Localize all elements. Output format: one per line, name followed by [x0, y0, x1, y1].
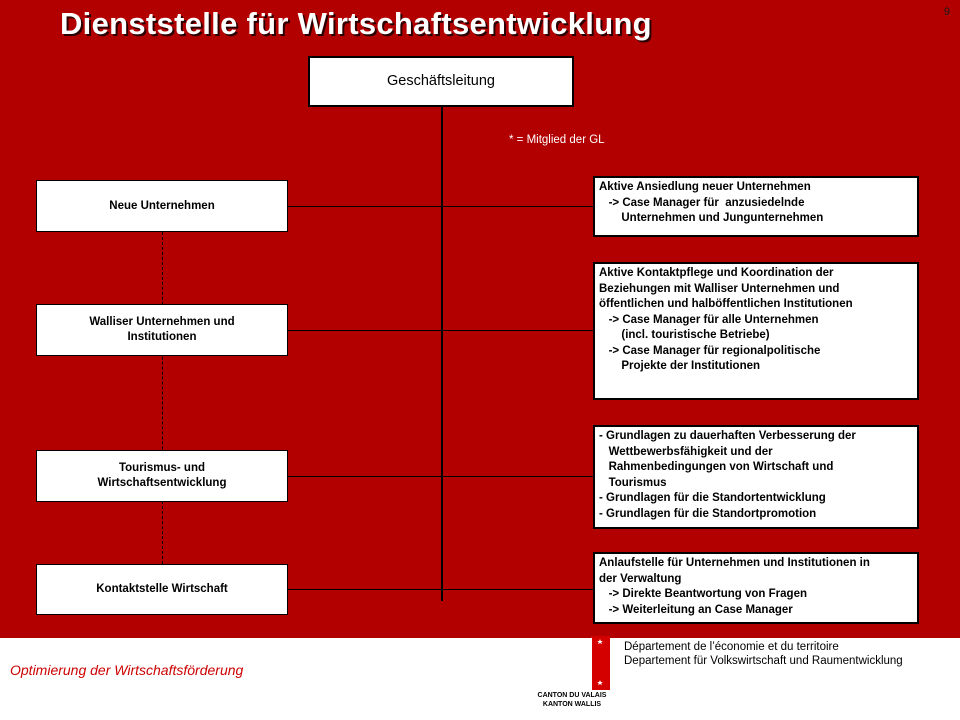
unit-box-new-companies [36, 180, 288, 232]
task-line: -> Case Manager für regionalpolitische [599, 344, 821, 357]
task-line: Unternehmen und Jungunternehmen [599, 212, 824, 224]
unit-label: Kontaktstelle Wirtschaft [96, 583, 228, 595]
unit-box-tourism [36, 450, 288, 502]
unit-box-valais-companies [36, 304, 288, 356]
task-box-4 [593, 552, 919, 624]
task-line: -> Case Manager für anzusiedelnde [599, 196, 805, 209]
task-line: Projekte der Institutionen [599, 360, 761, 372]
task-line: Beziehungen mit Walliser Unternehmen und [599, 282, 840, 295]
connector-right-3 [443, 476, 593, 477]
connector-left-3 [288, 476, 441, 477]
connector-right-4 [443, 589, 593, 590]
task-line: - Grundlagen für die Standortpromotion [599, 507, 817, 520]
task-box-1 [593, 176, 919, 237]
management-box [308, 56, 574, 107]
task-line: Aktive Kontaktpflege und Koordination der [599, 267, 834, 279]
task-line: (incl. touristische Betriebe) [599, 329, 770, 341]
task-line: - Grundlagen für die Standortentwicklung [599, 492, 826, 504]
dashed-link [162, 232, 163, 564]
connector-right-1 [443, 206, 593, 207]
task-line: -> Weiterleitung an Case Manager [599, 603, 793, 616]
unit-label: Walliser Unternehmen und [89, 316, 235, 328]
unit-label: Wirtschaftsentwicklung [97, 477, 227, 489]
task-line: Aktive Ansiedlung neuer Unternehmen [599, 181, 811, 193]
task-line: der Verwaltung [599, 572, 682, 585]
connector-left-4 [288, 589, 441, 590]
task-line: Rahmenbedingungen von Wirtschaft und [599, 461, 834, 473]
task-line: - Grundlagen zu dauerhaften Verbesserung der [599, 430, 856, 442]
trunk-line [441, 106, 443, 601]
page-title: Dienststelle für Wirtschaftsentwicklung [60, 6, 652, 41]
management-label: Geschäftsleitung [386, 73, 495, 89]
department-de: Departement für Volkswirtschaft und Raumentwicklung [624, 655, 903, 667]
footer-project-title: Optimierung der Wirtschaftsförderung [10, 662, 244, 678]
connector-right-2 [443, 330, 593, 331]
task-line: -> Case Manager für alle Unternehmen [599, 313, 819, 326]
task-line: öffentlichen und halböffentlichen Institutionen [599, 298, 853, 310]
connector-left-2 [288, 330, 441, 331]
canton-logo-text [531, 691, 613, 709]
page-number: 9 [943, 6, 950, 18]
task-line: Anlaufstelle für Unternehmen und Institutionen in [599, 557, 870, 569]
unit-label: Institutionen [127, 331, 197, 343]
task-line: Tourismus [599, 476, 667, 489]
logo-line-fr: CANTON DU VALAIS [537, 692, 607, 699]
task-line: -> Direkte Beantwortung von Fragen [599, 588, 807, 600]
task-line: Wettbewerbsfähigkeit und der [599, 445, 773, 458]
logo-line-de: KANTON WALLIS [542, 701, 602, 708]
connector-left-1 [288, 206, 441, 207]
unit-box-contact-point [36, 564, 288, 615]
task-box-3 [593, 425, 919, 529]
department-fr: Département de l’économie et du territoire [624, 641, 839, 653]
task-box-2 [593, 262, 919, 400]
unit-label: Tourismus- und [118, 462, 205, 474]
unit-label: Neue Unternehmen [109, 199, 215, 212]
legend-note: * = Mitglied der GL [509, 134, 605, 146]
footer-department [624, 640, 903, 668]
